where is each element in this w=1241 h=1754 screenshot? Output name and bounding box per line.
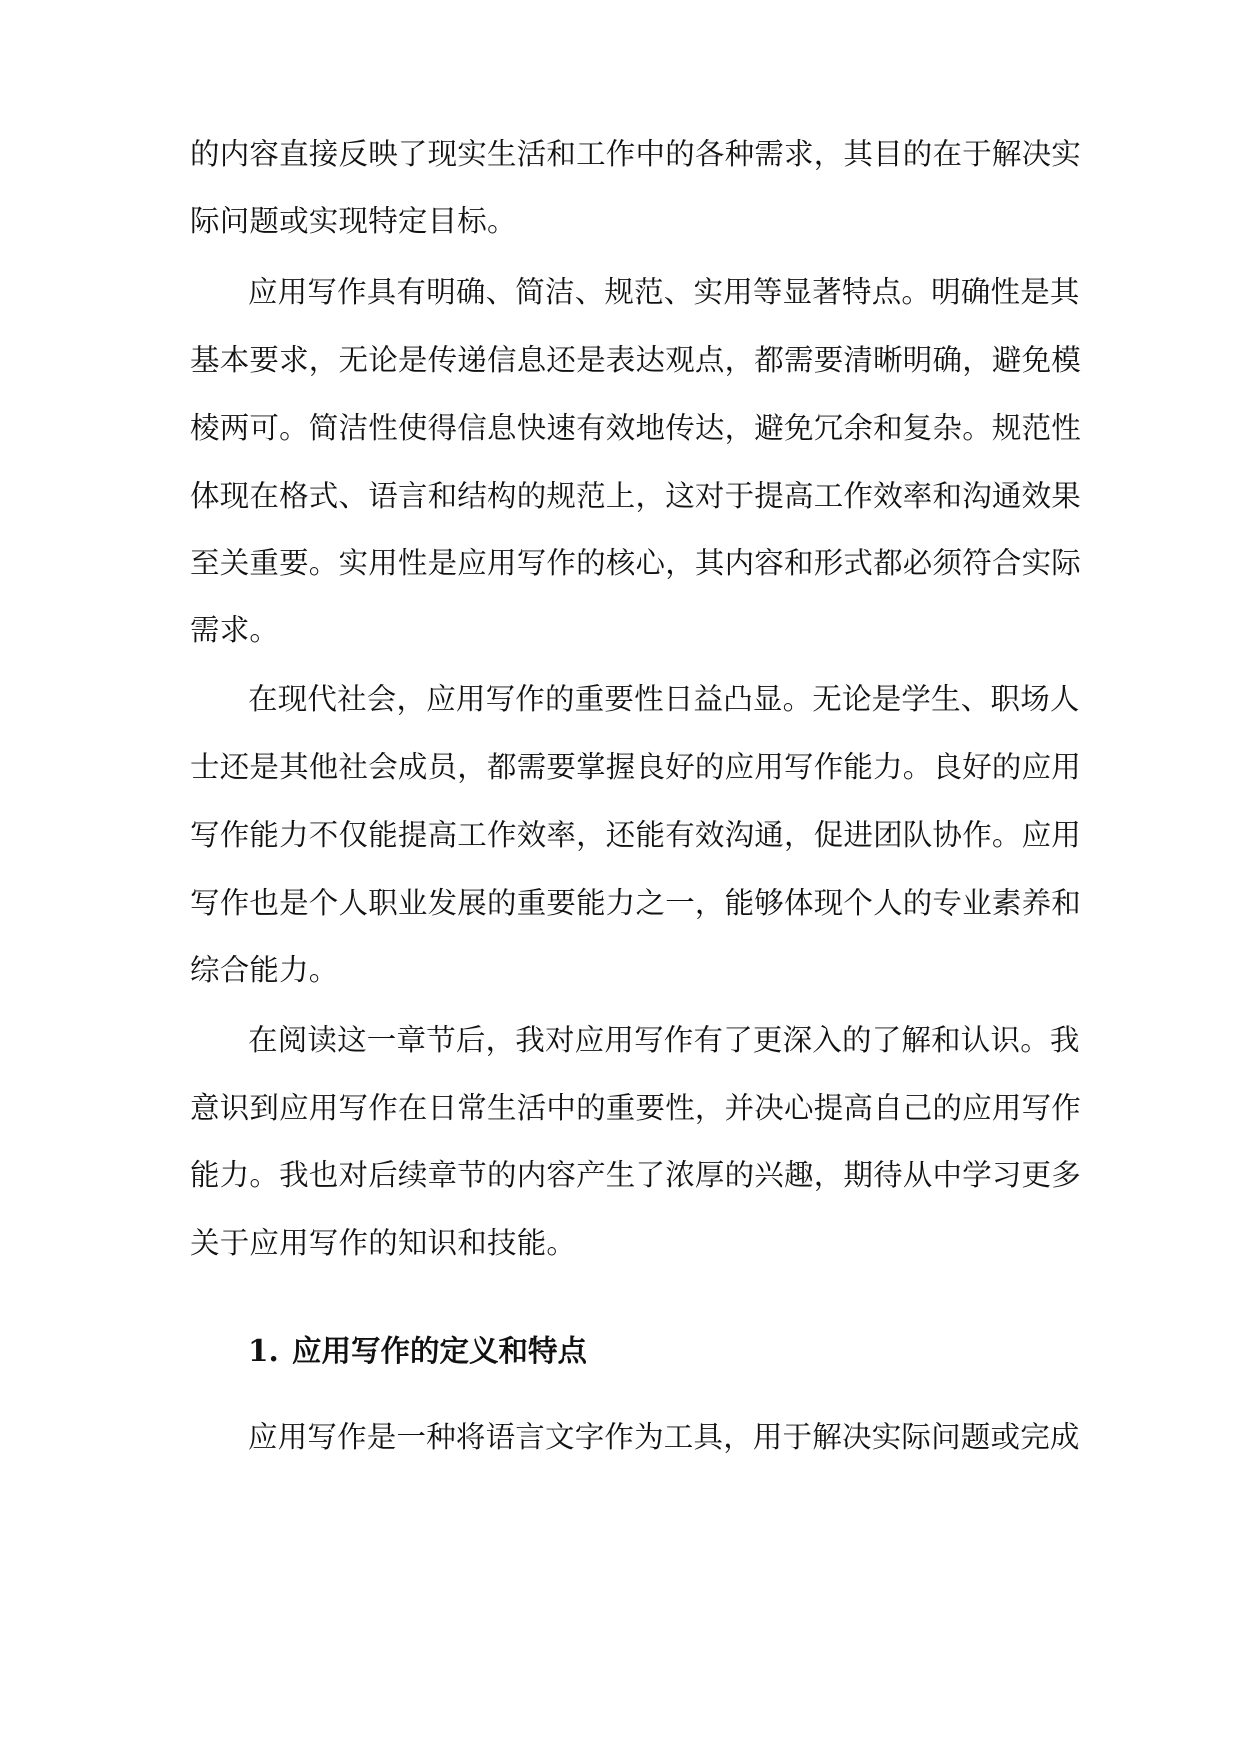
paragraph-line: 际问题或实现特定目标。 [190,204,517,238]
paragraph-line: 基本要求，无论是传递信息还是表达观点，都需要清晰明确，避免模 [190,343,1082,377]
paragraph-line: 应用写作是一种将语言文字作为工具，用于解决实际问题或完成 [248,1420,1080,1454]
section-title: 应用写作的定义和特点 [292,1333,588,1368]
paragraph-line: 综合能力。 [190,953,339,987]
paragraph-line: 写作能力不仅能提高工作效率，还能有效沟通，促进团队协作。应用 [190,818,1082,852]
paragraph-line: 至关重要。实用性是应用写作的核心，其内容和形式都必须符合实际 [190,546,1082,580]
paragraph-line: 写作也是个人职业发展的重要能力之一，能够体现个人的专业素养和 [190,886,1082,920]
paragraph-line: 士还是其他社会成员，都需要掌握良好的应用写作能力。良好的应用 [190,750,1082,784]
paragraph-line: 意识到应用写作在日常生活中的重要性，并决心提高自己的应用写作 [190,1091,1082,1125]
paragraph-line: 体现在格式、语言和结构的规范上，这对于提高工作效率和沟通效果 [190,479,1082,513]
paragraph-line: 能力。我也对后续章节的内容产生了浓厚的兴趣，期待从中学习更多 [190,1158,1082,1192]
section-heading [248,1331,1060,1371]
paragraph-line: 在阅读这一章节后，我对应用写作有了更深入的了解和认识。我 [248,1023,1080,1057]
paragraph-line: 应用写作具有明确、简洁、规范、实用等显著特点。明确性是其 [248,275,1080,309]
section-number: 1. [248,1333,279,1368]
paragraph-line: 需求。 [190,613,280,647]
paragraph-line: 的内容直接反映了现实生活和工作中的各种需求，其目的在于解决实 [190,137,1082,171]
paragraph-line: 在现代社会，应用写作的重要性日益凸显。无论是学生、职场人 [248,682,1080,716]
paragraph-line: 关于应用写作的知识和技能。 [190,1226,577,1260]
paragraph-line: 棱两可。简洁性使得信息快速有效地传达，避免冗余和复杂。规范性 [190,411,1082,445]
